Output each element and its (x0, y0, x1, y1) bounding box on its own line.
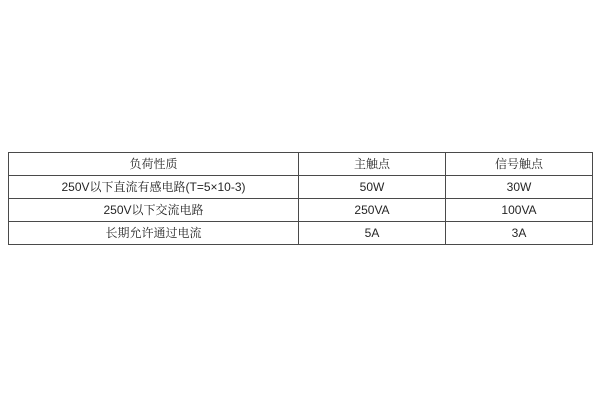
header-cell-load-type: 负荷性质 (9, 153, 299, 176)
cell-load-type: 250V以下直流有感电路(T=5×10-3) (9, 176, 299, 199)
table-header-row (9, 153, 593, 176)
table-row (9, 199, 593, 222)
cell-signal-contact: 30W (446, 176, 593, 199)
cell-signal-contact: 100VA (446, 199, 593, 222)
cell-main-contact: 250VA (299, 199, 446, 222)
cell-load-type: 长期允许通过电流 (9, 222, 299, 245)
cell-load-type: 250V以下交流电路 (9, 199, 299, 222)
cell-main-contact: 5A (299, 222, 446, 245)
table-row (9, 222, 593, 245)
header-cell-signal-contact: 信号触点 (446, 153, 593, 176)
header-cell-main-contact: 主触点 (299, 153, 446, 176)
cell-signal-contact: 3A (446, 222, 593, 245)
load-spec-table (8, 152, 593, 245)
table-row (9, 176, 593, 199)
cell-main-contact: 50W (299, 176, 446, 199)
